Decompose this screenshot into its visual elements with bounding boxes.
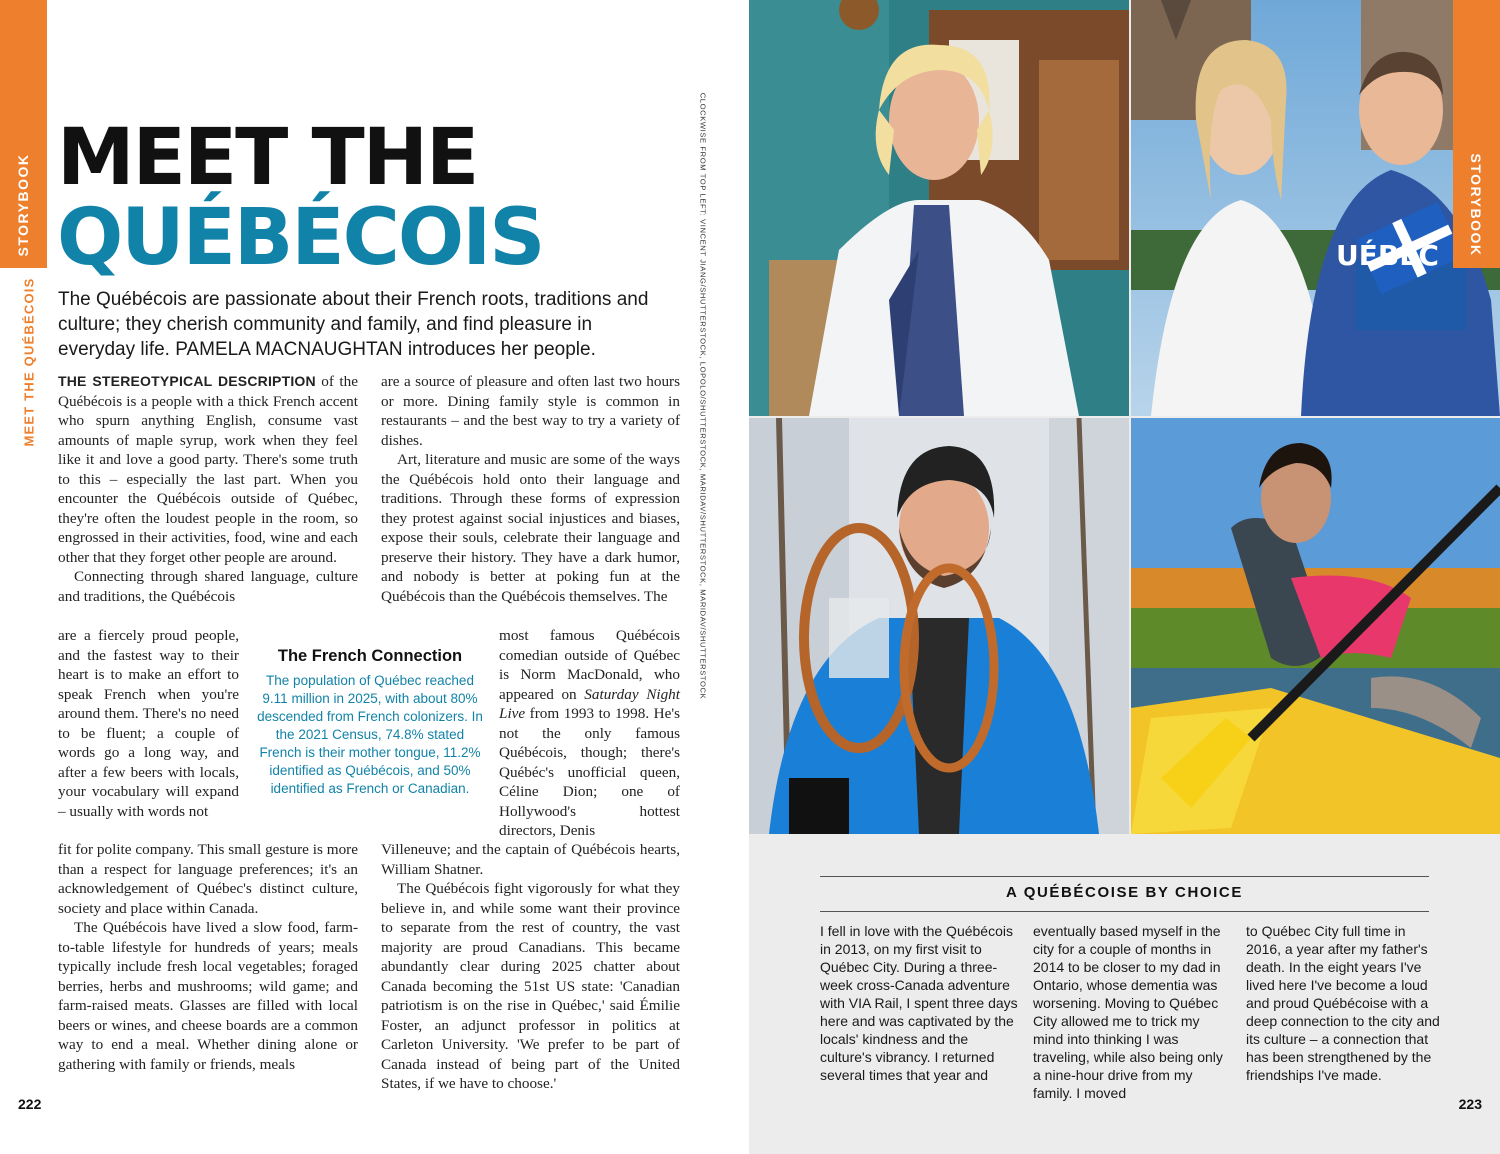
body-paragraph: The Québécois fight vigorously for what they believe in, and while some want their province to separate from the rest of country, the vast majority are proud Canadians. This became abundantly clear during 2025 chatter about Canada becoming the 51st US state: 'Canadian patriotism is on the rise in Québec,' said Émilie Foster, an adjunct professor in politics at Carleton University. 'We prefer to be part of Canada instead of being part of the United States, if we have to choose.'	[381, 880, 680, 1092]
title-line-2: QUÉBÉCOIS	[57, 193, 544, 283]
body-text: of the Québécois is a people with a thick French accent who spurn anything English, consume vast amounts of maple syrup, work when they feel like it and love a good party. There's some truth to this – especially the last part. When you encounter the Québécois outside of Québec, they're often the loudest people in the room, so engrossed in their activities, food, wine and each other that they forget other people are around.	[58, 373, 358, 566]
body-text: from 1993 to 1998. He's not the only famous Québécois, though; there's Québéc's unofficial queen, Céline Dion; one of Hollywood's hottest directors, Denis	[499, 705, 680, 839]
intro-standfirst: The Québécois are passionate about their French roots, traditions and culture; they cherish community and family, and find pleasure in everyday life. PAMELA MACNAUGHTAN introduces her people.	[58, 289, 649, 360]
photo-man-with-snowshoes	[749, 418, 1129, 834]
body-paragraph	[499, 626, 680, 841]
body-column-1-wrap	[58, 626, 239, 821]
title-line-1: MEET THE	[57, 113, 478, 203]
french-connection-sidebar	[257, 647, 483, 798]
photo-woman-kayaking	[1131, 418, 1500, 834]
section-label: MEET THE QUÉBÉCOIS	[21, 277, 37, 447]
body-column-1-bottom	[58, 840, 358, 1074]
page-number-left: 222	[18, 1096, 42, 1112]
quebecoise-box-heading: A QUÉBÉCOISE BY CHOICE	[1006, 884, 1243, 901]
sidebar-title: The French Connection	[277, 647, 463, 665]
photo-credit: CLOCKWISE FROM TOP LEFT: VINCENT JIANG/SHUTTERSTOCK, LOPOLO/SHUTTERSTOCK, MARIDAV/SHUTTERSTOCK, MARIDAV/SHUTTERSTOCK	[698, 92, 708, 700]
page-title	[57, 113, 544, 283]
box-top-rule	[820, 876, 1429, 877]
box-column-2: eventually based myself in the city for a couple of months in 2014 to be closer to my dad in Ontario, whose dementia was worsening. Moving to Québec City allowed me to trick my mind into thinking I was traveling, while also being only a nine-hour drive from my family. I moved	[1033, 923, 1223, 1101]
body-column-1-top	[58, 372, 358, 606]
body-paragraph: Villeneuve; and the captain of Québécois hearts, William Shatner.	[381, 841, 680, 878]
show-title: Saturday Night Live	[499, 685, 680, 722]
lead-in: THE STEREOTYPICAL DESCRIPTION	[58, 373, 316, 389]
right-page	[749, 0, 1500, 1154]
body-paragraph: fit for polite company. This small gesture is more than a respect for language preferences; it's an acknowledgement of Québec's distinct culture, society and place within Canada.	[58, 841, 358, 917]
body-column-2-wrap	[499, 626, 680, 841]
body-paragraph: are a source of pleasure and often last two hours or more. Dining family style is common in restaurants – and the best way to try a variety of dishes.	[381, 373, 680, 449]
body-paragraph: are a fiercely proud people, and the fastest way to their heart is to make an effort to speak French when you're around them. There's no need to be fluent; a couple of words go a long way, and after a few beers with locals, your vocabulary will expand – usually with words not	[58, 627, 239, 820]
body-paragraph: Art, literature and music are some of the ways the Québécois hold onto their language and traditions. Through these forms of expression they protest against social injustices and biases, expose their souls, celebrate their language and preserve their history. They have a dark humor, and nobody is better at poking fun at the Québécois than the Québécois themselves. The	[381, 451, 680, 605]
box-column-3: to Québec City full time in 2016, a year after my father's death. In the eight years I've lived here I've become a loud and proud Québécoise with a deep connection to the city and its culture – a connection that has been strengthened by the friendships I've made.	[1246, 923, 1440, 1083]
sidebar-body: The population of Québec reached 9.11 million in 2025, with about 80% descended from French colonizers. In the 2021 Census, 74.8% stated French is their mother tongue, 11.2% identified as Québécois, and 50% identified as French or Canadian.	[257, 673, 483, 796]
body-paragraph: The Québécois have lived a slow food, farm-to-table lifestyle for hundreds of years; meals typically include fresh local vegetables; foraged berries, herbs and mushrooms; wild game; and farm-raised meats. Glasses are filled with local beers or wines, and cheese boards are a common way to end a meal. Whether dining alone or gathering with family or friends, meals	[58, 919, 358, 1073]
photo-woman-in-traditional-dress	[749, 0, 1129, 416]
body-text: most famous Québécois comedian outside of Québec is Norm MacDonald, who appeared on	[499, 627, 680, 703]
storybook-tab-label: STORYBOOK	[15, 153, 31, 257]
jersey-text: UÉBEC	[1336, 239, 1439, 272]
storybook-tab-right-label: STORYBOOK	[1468, 153, 1484, 257]
box-heading-rule	[820, 911, 1429, 912]
body-column-2-top	[381, 372, 680, 606]
page-number-right: 223	[1458, 1096, 1482, 1112]
body-column-2-bottom	[381, 840, 680, 1094]
left-page	[0, 0, 749, 1154]
body-paragraph	[58, 372, 358, 567]
photo-couple-with-quebec-flags	[1131, 0, 1500, 416]
box-column-1: I fell in love with the Québécois in 2013, on my first visit to Québec City. During a three-week cross-Canada adventure with VIA Rail, I spent three days here and was captivated by the locals' kindness and the culture's vibrancy. I returned several times that year and	[820, 923, 1018, 1083]
body-paragraph: Connecting through shared language, culture and traditions, the Québécois	[58, 568, 358, 605]
